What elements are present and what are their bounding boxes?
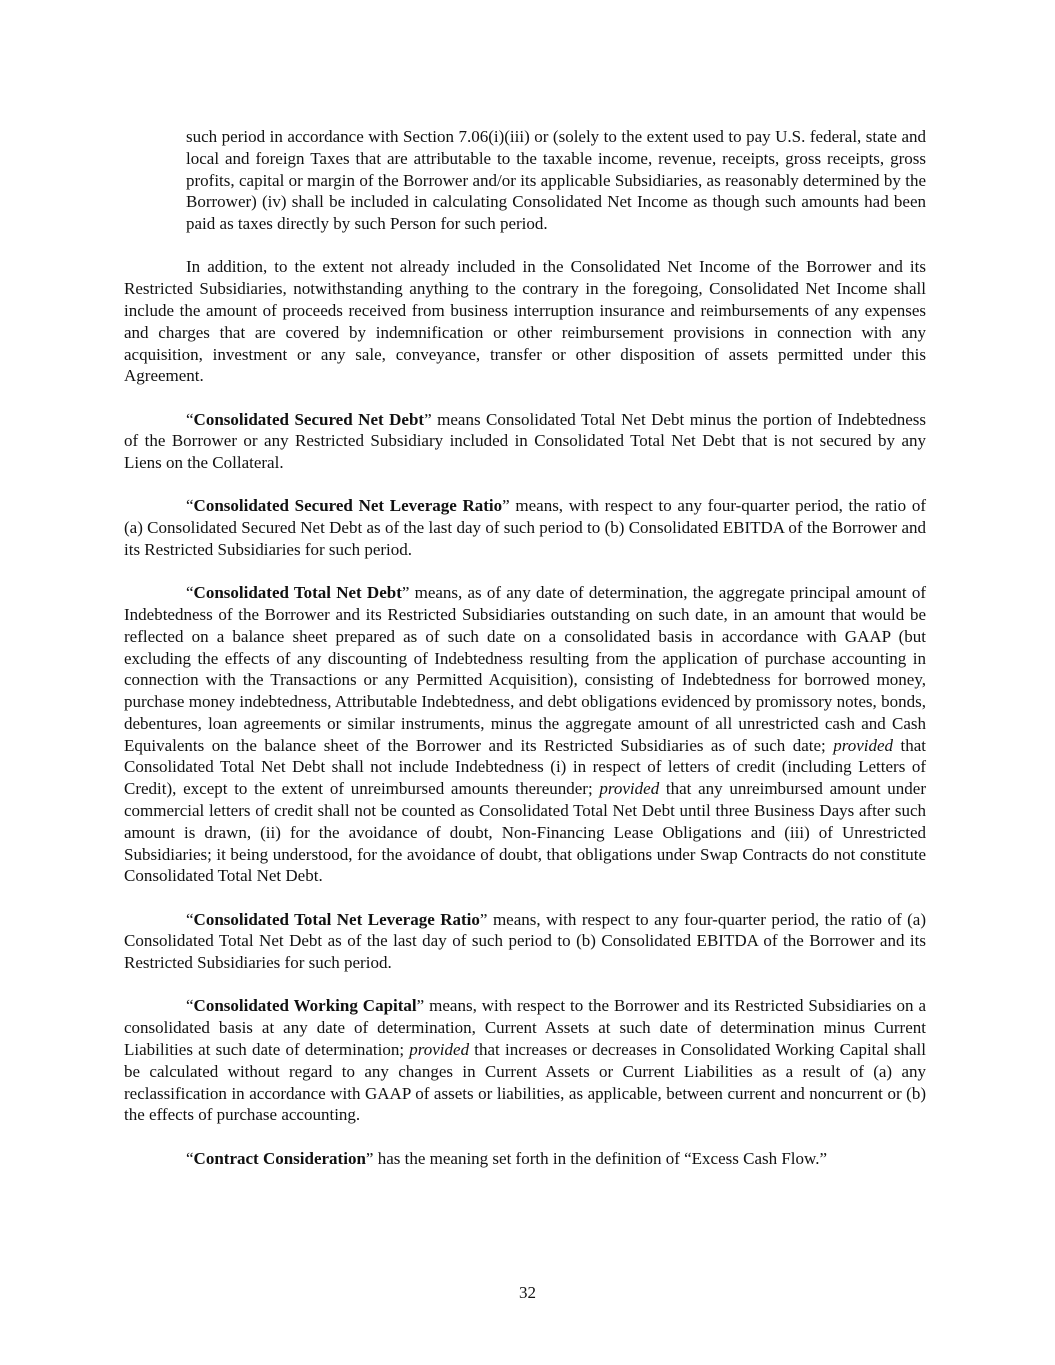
definition-text: that any unreimbursed amount under commercial letters of credit shall not be counted as Consolidated Total Net Debt until three Business Days after such amount is drawn, (ii) for the avoidance of doubt, Non-Financing Lease Obligations and (iii) of Unrestricted Subsidiaries; it being understood, for the avoidance of doubt, that obligations under Swap Contracts do not constitute Consolidated Total Net Debt.: [124, 779, 926, 886]
defined-term: Consolidated Total Net Debt: [193, 583, 402, 603]
paragraph-continuation: [186, 126, 926, 235]
definition-contract-consideration: [124, 1148, 926, 1170]
proviso-italic: provided: [833, 735, 894, 755]
definition-text: ” means Consolidated Total Net Debt minus the portion of Indebtedness of the Borrower or any Restricted Subsidiary included in Consolidated Total Net Debt that is not secured by any Liens on the Collateral.: [124, 409, 926, 473]
defined-term: Consolidated Secured Net Debt: [193, 409, 425, 429]
open-quote: “: [186, 496, 194, 516]
page-number: 32: [519, 1283, 536, 1302]
definition-text: ” has the meaning set forth in the definition of “Excess Cash Flow.”: [365, 1148, 827, 1168]
definition-consolidated-secured-net-debt: [124, 409, 926, 474]
paragraph-text: In addition, to the extent not already included in the Consolidated Net Income of the Borrower and its Restricted Subsidiaries, notwithstanding anything to the contrary in the foregoing, Consolidated Net Income shall include the amount of proceeds received from business interruption insurance and reimbursements of any expenses and charges that are covered by indemnification or other reimbursement provisions in connection with any acquisition, investment or any sale, conveyance, transfer or other disposition of assets permitted under this Agreement.: [124, 257, 926, 386]
definition-text: ” means, with respect to the Borrower and its Restricted Subsidiaries on a consolidated basis at any date of determination, Current Assets at such date of determination minus Current Liabilities at such date of determination;: [124, 996, 926, 1060]
definition-consolidated-total-net-leverage-ratio: [124, 909, 926, 974]
definition-consolidated-working-capital: [124, 995, 926, 1126]
proviso-italic: provided: [599, 779, 660, 799]
definition-consolidated-secured-net-leverage-ratio: [124, 495, 926, 560]
defined-term: Consolidated Total Net Leverage Ratio: [193, 909, 480, 929]
open-quote: “: [186, 409, 194, 429]
definition-text: that increases or decreases in Consolidated Working Capital shall be calculated without regard to any changes in Current Assets or Current Liabilities as a result of (a) any reclassification in accordance with GAAP of assets or liabilities, as applicable, between current and noncurrent or (b) the effects of purchase accounting.: [124, 1040, 926, 1125]
defined-term: Contract Consideration: [193, 1148, 366, 1168]
definition-consolidated-total-net-debt: [124, 582, 926, 887]
definition-text: that Consolidated Total Net Debt shall not include Indebtedness (i) in respect of letters of credit (including Letters of Credit), except to the extent of unreimbursed amounts thereunder;: [124, 735, 926, 799]
open-quote: “: [186, 583, 194, 603]
defined-term: Consolidated Working Capital: [193, 996, 417, 1016]
definition-text: ” means, as of any date of determination, the aggregate principal amount of Indebtedness of the Borrower and its Restricted Subsidiaries outstanding on such date, in an amount that would be reflected on a balance sheet prepared as of such date on a consolidated basis in accordance with GAAP (but excluding the effects of any discounting of Indebtedness resulting from the application of purchase accounting in connection with the Transactions or any Permitted Acquisition), consisting of Indebtedness for borrowed money, purchase money indebtedness, Attributable Indebtedness, and debt obligations evidenced by promissory notes, bonds, debentures, loan agreements or similar instruments, minus the aggregate amount of all unrestricted cash and Cash Equivalents on the balance sheet of the Borrower and its Restricted Subsidiaries as of such date;: [124, 583, 926, 755]
defined-term: Consolidated Secured Net Leverage Ratio: [193, 496, 503, 516]
paragraph-consolidated-net-income-addition: [124, 256, 926, 387]
definition-text: ” means, with respect to any four-quarter period, the ratio of (a) Consolidated Total Net Debt as of the last day of such period to (b) Consolidated EBITDA of the Borrower and its Restricted Subsidiaries for such period.: [124, 909, 927, 973]
definition-text: ” means, with respect to any four-quarter period, the ratio of (a) Consolidated Secured Net Debt as of the last day of such period to (b) Consolidated EBITDA of the Borrower and its Restricted Subsidiaries for such period.: [124, 496, 926, 559]
document-body: [124, 126, 926, 1191]
open-quote: “: [186, 909, 194, 929]
proviso-italic: provided: [409, 1040, 470, 1060]
open-quote: “: [186, 1148, 194, 1168]
open-quote: “: [186, 996, 194, 1016]
paragraph-text: such period in accordance with Section 7.06(i)(iii) or (solely to the extent used to pay U.S. federal, state and local and foreign Taxes that are attributable to the taxable income, revenue, receipts, gross receipts, gross profits, capital or margin of the Borrower and/or its applicable Subsidiaries, as reasonably determined by the Borrower) (iv) shall be included in calculating Consolidated Net Income as though such amounts had been paid as taxes directly by such Person for such period.: [186, 127, 926, 234]
